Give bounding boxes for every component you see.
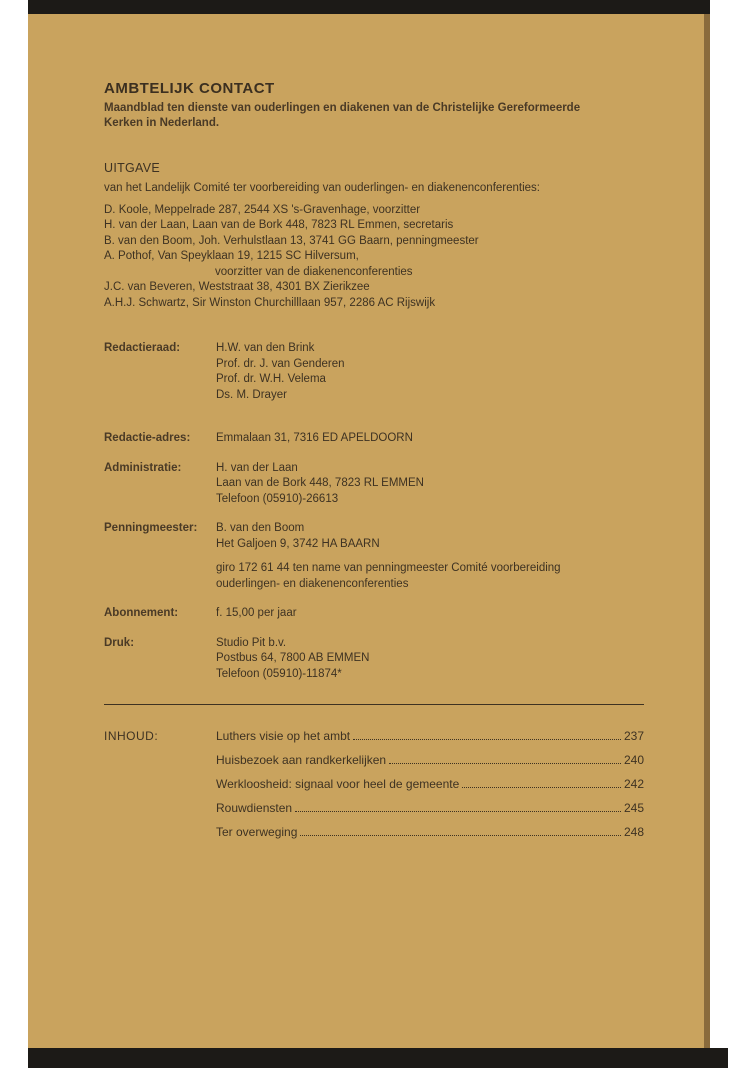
penningmeester-row xyxy=(104,521,644,592)
toc-item[interactable] xyxy=(216,801,644,825)
scan-border-top xyxy=(28,0,710,14)
committee-list xyxy=(104,203,644,312)
subtitle-line: Kerken in Nederland. xyxy=(104,117,220,129)
druk-line: Postbus 64, 7800 AB EMMEN xyxy=(216,652,370,664)
toc-leader xyxy=(389,763,621,764)
penningmeester-label: Penningmeester: xyxy=(104,522,198,534)
toc-page: 237 xyxy=(623,729,644,743)
toc-title: Luthers visie op het ambt xyxy=(216,729,351,743)
uitgave-intro: van het Landelijk Comité ter voorbereiding van ouderlingen- en diakenenconferenties: xyxy=(104,182,541,194)
table-of-contents xyxy=(104,729,644,849)
druk-row xyxy=(104,636,644,683)
toc-leader xyxy=(300,835,621,836)
toc-title: Rouwdiensten xyxy=(216,801,293,815)
toc-title: Huisbezoek aan randkerkelijken xyxy=(216,753,387,767)
administratie-line: Laan van de Bork 448, 7823 RL EMMEN xyxy=(216,477,424,489)
penningmeester-line: Het Galjoen 9, 3742 HA BAARN xyxy=(216,537,380,550)
toc-leader xyxy=(353,739,621,740)
abonnement-label: Abonnement: xyxy=(104,607,179,619)
redactie-adres-row xyxy=(104,431,644,447)
toc-title: Werkloosheid: signaal voor heel de gemeente xyxy=(216,777,460,791)
giro-line: giro 172 61 44 ten name van penningmeester Comité voorbereiding xyxy=(216,562,561,574)
druk-label: Druk: xyxy=(104,636,135,649)
divider xyxy=(104,704,644,705)
committee-member: A. Pothof, Van Speyklaan 19, 1215 SC Hilversum, xyxy=(104,250,359,262)
redactieraad-member: H.W. van den Brink xyxy=(216,342,315,354)
toc-page: 242 xyxy=(623,777,644,791)
abonnement-value: f. 15,00 per jaar xyxy=(216,607,297,619)
redactieraad-member: Prof. dr. W.H. Velema xyxy=(216,373,326,385)
page-edge xyxy=(704,14,710,1048)
inhoud-label: INHOUD: xyxy=(104,729,159,743)
toc-title: Ter overweging xyxy=(216,825,298,839)
toc-page: 240 xyxy=(623,753,644,767)
penningmeester-line: B. van den Boom xyxy=(216,522,305,534)
redactieraad-member: Ds. M. Drayer xyxy=(216,388,287,401)
toc-leader xyxy=(295,811,621,812)
abonnement-row xyxy=(104,606,644,622)
administratie-line: Telefoon (05910)-26613 xyxy=(216,492,339,505)
magazine-subtitle xyxy=(104,101,644,131)
toc-item[interactable] xyxy=(216,729,644,753)
committee-member: B. van den Boom, Joh. Verhulstlaan 13, 3741 GG Baarn, penningmeester xyxy=(104,234,479,247)
toc-item[interactable] xyxy=(216,753,644,777)
giro-line: ouderlingen- en diakenenconferenties xyxy=(216,577,409,590)
druk-line: Telefoon (05910)-11874* xyxy=(216,667,342,680)
toc-leader xyxy=(462,787,621,788)
administratie-line: H. van der Laan xyxy=(216,461,298,474)
scan-border-bottom xyxy=(28,1048,728,1068)
committee-member: A.H.J. Schwartz, Sir Winston Churchilllaan 957, 2286 AC Rijswijk xyxy=(104,296,436,309)
committee-member: H. van der Laan, Laan van de Bork 448, 7823 RL Emmen, secretaris xyxy=(104,219,454,231)
colophon xyxy=(104,80,644,849)
administratie-label: Administratie: xyxy=(104,461,182,474)
toc-page: 245 xyxy=(623,801,644,815)
toc-item[interactable] xyxy=(216,825,644,849)
magazine-page xyxy=(28,14,704,1048)
committee-member: J.C. van Beveren, Weststraat 38, 4301 BX Zierikzee xyxy=(104,281,370,293)
committee-member: D. Koole, Meppelrade 287, 2544 XS 's-Gravenhage, voorzitter xyxy=(104,203,421,216)
toc-page: 248 xyxy=(623,825,644,839)
redactieraad-label: Redactieraad: xyxy=(104,342,181,354)
redactie-adres-value: Emmalaan 31, 7316 ED APELDOORN xyxy=(216,432,413,444)
toc-item[interactable] xyxy=(216,777,644,801)
committee-member-role: voorzitter van de diakenenconferenties xyxy=(215,265,413,278)
druk-line: Studio Pit b.v. xyxy=(216,636,287,649)
redactieraad-row xyxy=(104,341,644,403)
administratie-row xyxy=(104,461,644,508)
subtitle-line: Maandblad ten dienste van ouderlingen en diakenen van de Christelijke Gereformeerde xyxy=(104,102,581,114)
redactieraad-member: Prof. dr. J. van Genderen xyxy=(216,357,345,370)
uitgave-heading: UITGAVE xyxy=(104,161,161,175)
redactie-adres-label: Redactie-adres: xyxy=(104,432,191,444)
magazine-title: AMBTELIJK CONTACT xyxy=(104,80,275,97)
